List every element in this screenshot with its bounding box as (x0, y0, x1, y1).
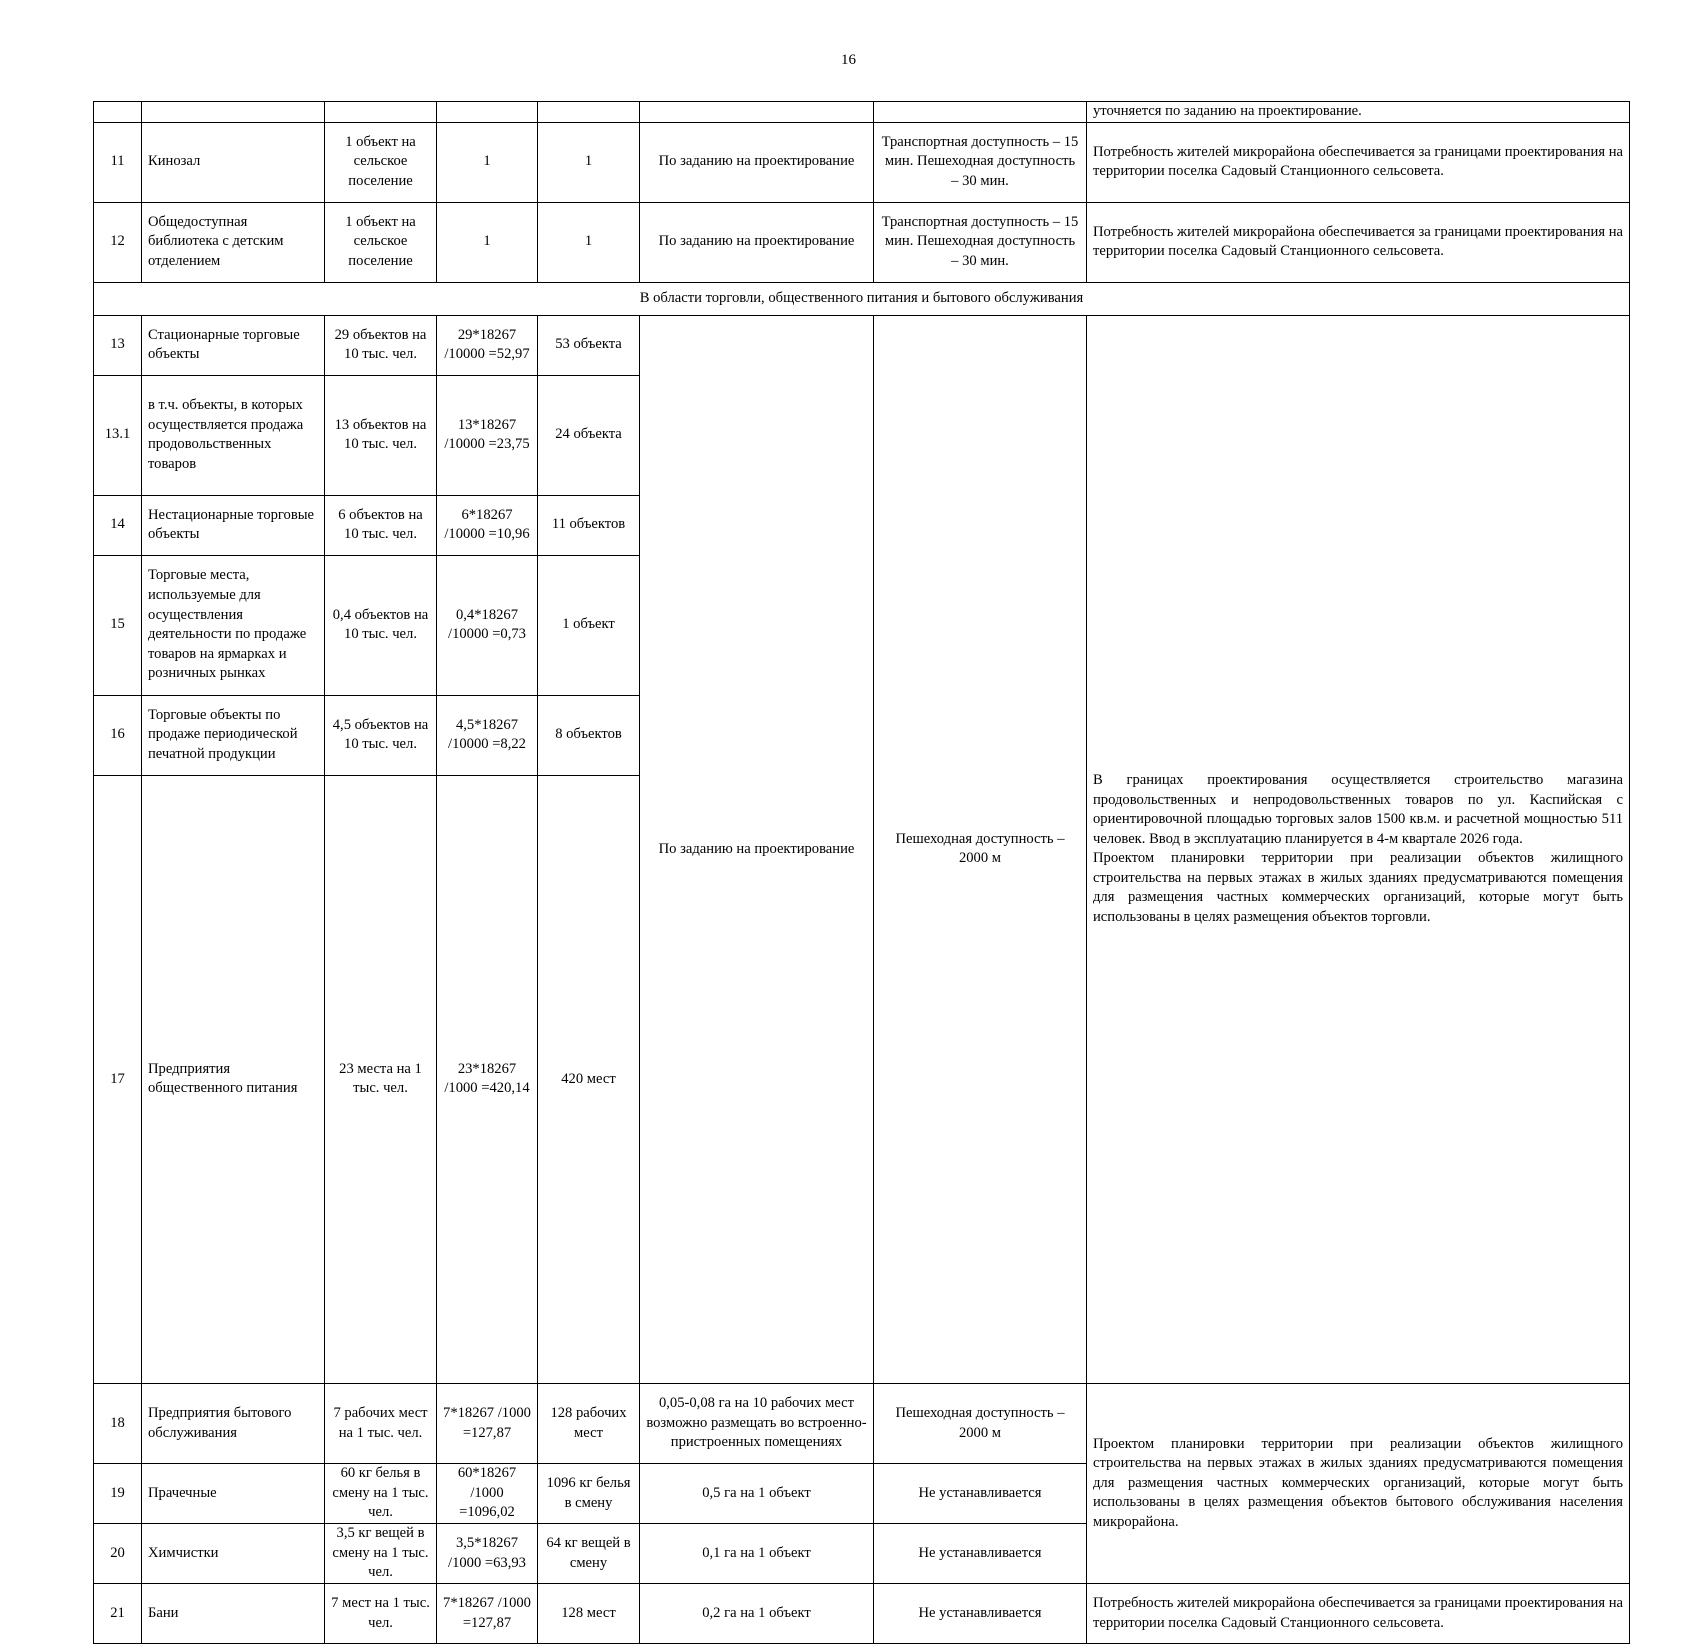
note-paragraph: Проектом планировки территории при реализации объектов жилищного строительства на первых этажах в жилых зданиях предусматриваются помещения для размещения частных коммерческих организаций, которые могут быть использованы в целях размещения объектов торговли. (1093, 850, 1623, 926)
cell-name: Нестационарные торговые объекты (142, 495, 325, 555)
cell-norm (325, 102, 437, 123)
cell-accepted: 24 объекта (538, 375, 640, 495)
cell-note: уточняется по заданию на проектирование. (1087, 102, 1630, 123)
cell-norm: 29 объектов на 10 тыс. чел. (325, 315, 437, 375)
cell-access: Транспортная доступность – 15 мин. Пешеходная доступность – 30 мин. (874, 122, 1087, 202)
cell-calc: 13*18267 /10000 =23,75 (437, 375, 538, 495)
cell-calc (437, 102, 538, 123)
cell-accepted: 53 объекта (538, 315, 640, 375)
cell-num: 18 (94, 1384, 142, 1464)
cell-name: Предприятия общественного питания (142, 775, 325, 1383)
facilities-table (93, 101, 1630, 1644)
cell-accepted: 128 мест (538, 1584, 640, 1644)
cell-name: в т.ч. объекты, в которых осуществляется продажа продовольственных товаров (142, 375, 325, 495)
cell-name: Предприятия бытового обслуживания (142, 1384, 325, 1464)
cell-num: 16 (94, 695, 142, 775)
cell-note: Потребность жителей микрорайона обеспечивается за границами проектирования на территории поселка Садовый Станционного сельсовета. (1087, 202, 1630, 282)
cell-accepted: 128 рабочих мест (538, 1384, 640, 1464)
cell-name: Химчистки (142, 1524, 325, 1584)
cell-norm: 60 кг белья в смену на 1 тыс. чел. (325, 1464, 437, 1524)
cell-accepted: 8 объектов (538, 695, 640, 775)
cell-num: 17 (94, 775, 142, 1383)
cell-calc: 3,5*18267 /1000 =63,93 (437, 1524, 538, 1584)
table-row (94, 1584, 1630, 1644)
cell-name (142, 102, 325, 123)
cell-accepted: 1 (538, 202, 640, 282)
cell-calc: 4,5*18267 /10000 =8,22 (437, 695, 538, 775)
table-row (94, 202, 1630, 282)
cell-norm: 0,4 объектов на 10 тыс. чел. (325, 555, 437, 695)
cell-name: Кинозал (142, 122, 325, 202)
table-row (94, 315, 1630, 375)
cell-note: Потребность жителей микрорайона обеспечивается за границами проектирования на территории поселка Садовый Станционного сельсовета. (1087, 122, 1630, 202)
cell-name: Прачечные (142, 1464, 325, 1524)
cell-note-merged: Проектом планировки территории при реализации объектов жилищного строительства на первых этажах в жилых зданиях предусматриваются помещения для размещения частных коммерческих организаций, которые могут быть использованы в целях размещения объектов бытового обслуживания населения микрорайона. (1087, 1384, 1630, 1584)
cell-accepted: 420 мест (538, 775, 640, 1383)
cell-norm: 1 объект на сельское поселение (325, 202, 437, 282)
cell-name: Общедоступная библиотека с детским отделением (142, 202, 325, 282)
table-row (94, 1384, 1630, 1464)
cell-norm: 1 объект на сельское поселение (325, 122, 437, 202)
cell-calc: 6*18267 /10000 =10,96 (437, 495, 538, 555)
cell-calc: 7*18267 /1000 =127,87 (437, 1384, 538, 1464)
cell-name: Торговые объекты по продаже периодической печатной продукции (142, 695, 325, 775)
cell-norm: 3,5 кг вещей в смену на 1 тыс. чел. (325, 1524, 437, 1584)
cell-norm: 7 мест на 1 тыс. чел. (325, 1584, 437, 1644)
cell-accepted: 1 объект (538, 555, 640, 695)
cell-norm: 4,5 объектов на 10 тыс. чел. (325, 695, 437, 775)
cell-accepted: 1 (538, 122, 640, 202)
cell-num: 20 (94, 1524, 142, 1584)
section-header-row (94, 282, 1630, 315)
cell-access: Пешеходная доступность – 2000 м (874, 1384, 1087, 1464)
cell-access: Не устанавливается (874, 1464, 1087, 1524)
cell-accepted (538, 102, 640, 123)
cell-access: Не устанавливается (874, 1584, 1087, 1644)
cell-access: Не устанавливается (874, 1524, 1087, 1584)
cell-calc: 0,4*18267 /10000 =0,73 (437, 555, 538, 695)
note-paragraph: В границах проектирования осуществляется строительство магазина продовольственных и непродовольственных товаров по ул. Каспийская с ориентировочной площадью торговых залов 1500 кв.м. и расчетной мощностью 511 человек. Ввод в эксплуатацию планируется в 4-м квартале 2026 года. (1093, 771, 1623, 847)
cell-calc: 29*18267 /10000 =52,97 (437, 315, 538, 375)
cell-area: По заданию на проектирование (640, 202, 874, 282)
page-number: 16 (841, 52, 856, 68)
cell-num: 13.1 (94, 375, 142, 495)
cell-accepted: 64 кг вещей в смену (538, 1524, 640, 1584)
cell-num: 14 (94, 495, 142, 555)
cell-access: Транспортная доступность – 15 мин. Пешеходная доступность – 30 мин. (874, 202, 1087, 282)
cell-accepted: 1096 кг белья в смену (538, 1464, 640, 1524)
cell-num (94, 102, 142, 123)
cell-norm: 13 объектов на 10 тыс. чел. (325, 375, 437, 495)
cell-name: Бани (142, 1584, 325, 1644)
cell-norm: 7 рабочих мест на 1 тыс. чел. (325, 1384, 437, 1464)
cell-norm: 6 объектов на 10 тыс. чел. (325, 495, 437, 555)
cell-num: 13 (94, 315, 142, 375)
cell-num: 12 (94, 202, 142, 282)
cell-accepted: 11 объектов (538, 495, 640, 555)
cell-num: 21 (94, 1584, 142, 1644)
cell-num: 11 (94, 122, 142, 202)
cell-area: 0,05-0,08 га на 10 рабочих мест возможно размещать во встроенно-пристроенных помещениях (640, 1384, 874, 1464)
cell-area: По заданию на проектирование (640, 122, 874, 202)
cell-calc: 23*18267 /1000 =420,14 (437, 775, 538, 1383)
cell-name: Стационарные торговые объекты (142, 315, 325, 375)
cell-calc: 1 (437, 202, 538, 282)
cell-area: 0,5 га на 1 объект (640, 1464, 874, 1524)
table-row (94, 122, 1630, 202)
cell-calc: 60*18267 /1000 =1096,02 (437, 1464, 538, 1524)
cell-area-merged: По заданию на проектирование (640, 315, 874, 1383)
cell-area: 0,2 га на 1 объект (640, 1584, 874, 1644)
section-title: В области торговли, общественного питания и бытового обслуживания (94, 282, 1630, 315)
cell-access-merged: Пешеходная доступность – 2000 м (874, 315, 1087, 1383)
cell-norm: 23 места на 1 тыс. чел. (325, 775, 437, 1383)
cell-name: Торговые места, используемые для осуществления деятельности по продаже товаров на ярмарках и розничных рынках (142, 555, 325, 695)
cell-num: 19 (94, 1464, 142, 1524)
cell-area: 0,1 га на 1 объект (640, 1524, 874, 1584)
cell-calc: 1 (437, 122, 538, 202)
cell-area (640, 102, 874, 123)
cell-calc: 7*18267 /1000 =127,87 (437, 1584, 538, 1644)
cell-note: Потребность жителей микрорайона обеспечивается за границами проектирования на территории поселка Садовый Станционного сельсовета. (1087, 1584, 1630, 1644)
table-row-continuation (94, 102, 1630, 123)
cell-num: 15 (94, 555, 142, 695)
cell-access (874, 102, 1087, 123)
cell-note-merged (1087, 315, 1630, 1383)
